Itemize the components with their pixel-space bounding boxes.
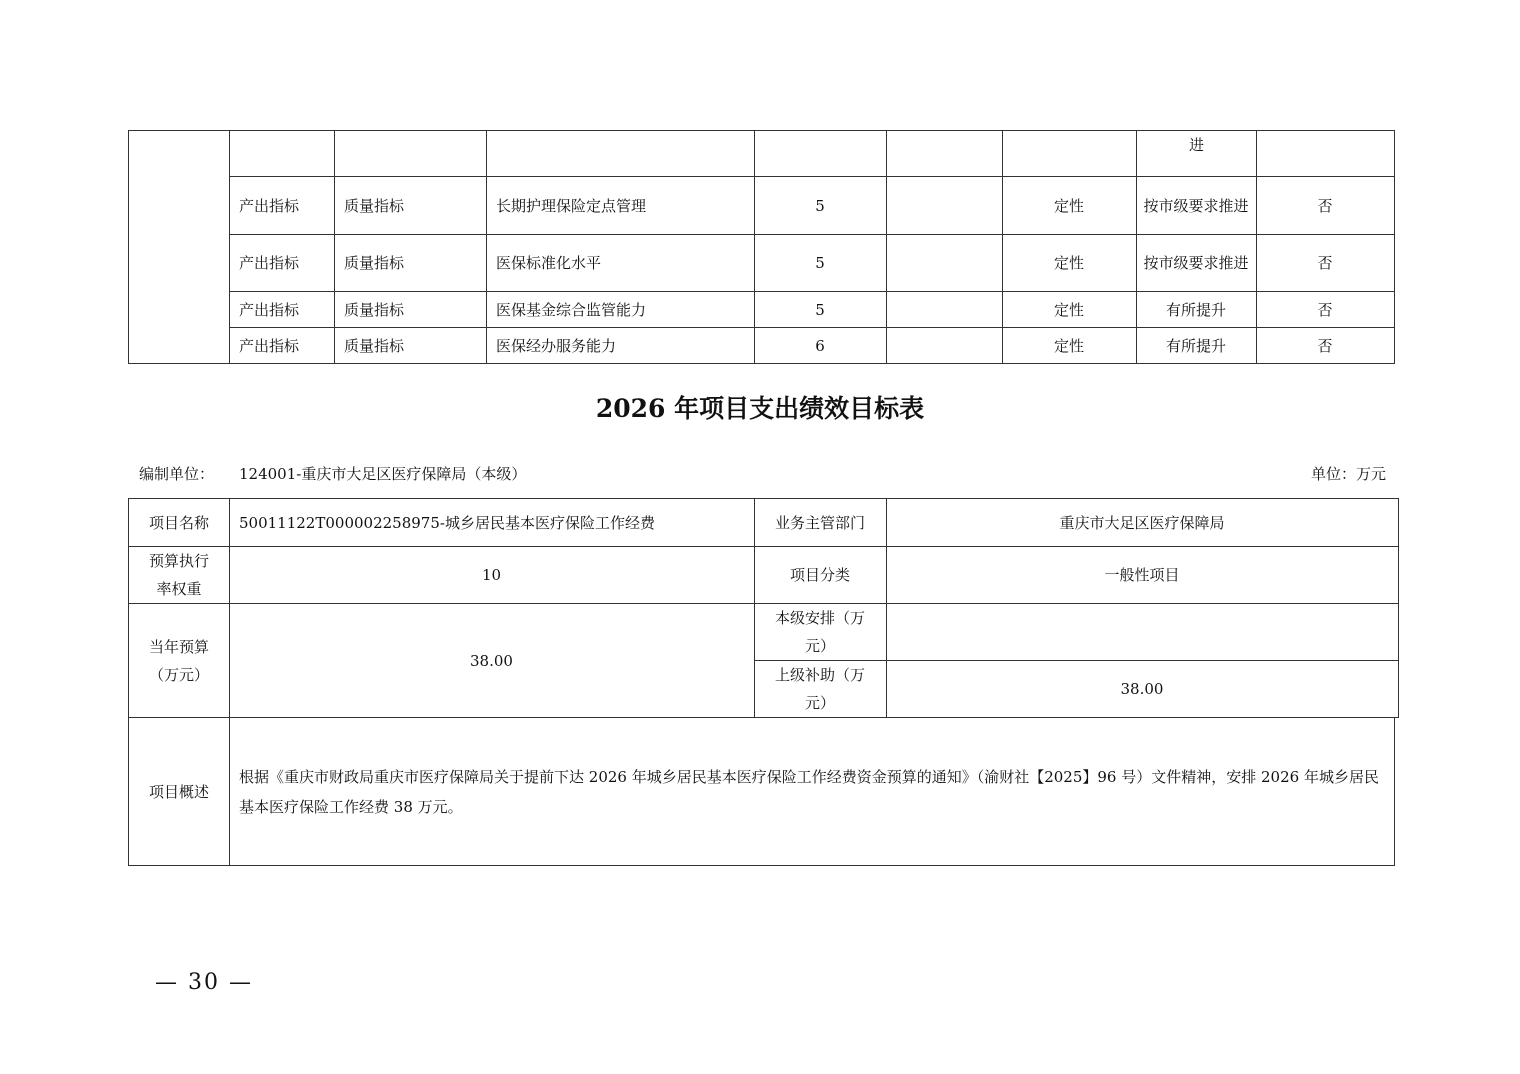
exec-rate-value: 10: [481, 566, 502, 584]
indicator-weight: 6: [815, 336, 825, 355]
indicator-nature: 定性: [1053, 336, 1084, 355]
indicator-target: 按市级要求推进: [1143, 254, 1249, 272]
page-number: — 30 —: [155, 970, 253, 995]
indicator-nature: 定性: [1053, 196, 1084, 215]
overview-text: 根据《重庆市财政局重庆市医疗保障局关于提前下达 2026 年城乡居民基本医疗保险工作经费资金预算的通知》（渝财社【2025】96 号）文件精神，安排 2026 年城乡居民基本医疗保险工作经费 38 万元。: [239, 768, 1379, 816]
indicator-core: 否: [1317, 336, 1333, 355]
indicator-name: 医保经办服务能力: [496, 336, 617, 355]
indicator-nature: 定性: [1053, 254, 1084, 272]
org-label: 编制单位：: [139, 465, 215, 483]
org-value: 124001-重庆市大足区医疗保障局（本级）: [239, 465, 527, 483]
page-title: 2026 年项目支出绩效目标表: [595, 394, 925, 423]
project-name-label: 项目名称: [148, 513, 209, 532]
indicator-level2: 质量指标: [344, 300, 405, 319]
indicator-target: 按市级要求推进: [1143, 196, 1249, 215]
budget-label: 当年预算（万元）: [148, 637, 209, 684]
indicator-name: 长期护理保险定点管理: [496, 196, 647, 215]
overview-label: 项目概述: [148, 782, 209, 801]
indicator-weight: 5: [815, 254, 825, 272]
indicator-target: 有所提升: [1165, 336, 1226, 355]
continuation-target-text: 进: [1188, 136, 1204, 154]
upper-subsidy-value: 38.00: [1120, 680, 1164, 698]
category-label: 项目分类: [789, 566, 850, 584]
unit-label: 单位：万元: [1310, 465, 1386, 483]
local-budget-label: 本级安排（万元）: [774, 609, 865, 655]
indicator-level2: 质量指标: [344, 336, 405, 355]
indicator-name: 医保标准化水平: [496, 254, 602, 272]
indicator-nature: 定性: [1053, 300, 1084, 319]
local-budget-value: [886, 604, 1398, 660]
indicator-name: 医保基金综合监管能力: [496, 300, 647, 319]
indicator-core: 否: [1317, 254, 1333, 272]
indicator-weight: 5: [815, 196, 825, 215]
indicator-level1: 产出指标: [239, 254, 300, 272]
indicator-core: 否: [1317, 300, 1333, 319]
upper-subsidy-label: 上级补助（万元）: [774, 666, 865, 712]
dept-label: 业务主管部门: [774, 513, 865, 532]
indicator-level1: 产出指标: [239, 336, 300, 355]
indicator-weight: 5: [815, 300, 825, 319]
budget-value: 38.00: [470, 651, 513, 670]
indicator-level2: 质量指标: [344, 254, 405, 272]
category-value: 一般性项目: [1104, 566, 1180, 584]
exec-rate-label: 预算执行率权重: [148, 552, 209, 598]
indicator-core: 否: [1317, 196, 1333, 215]
project-name-value: 50011122T000002258975-城乡居民基本医疗保险工作经费: [239, 513, 655, 532]
dept-value: 重庆市大足区医疗保障局: [1059, 513, 1225, 532]
indicator-level2: 质量指标: [344, 196, 405, 215]
indicator-level1: 产出指标: [239, 300, 300, 319]
indicator-level1: 产出指标: [239, 196, 300, 215]
indicator-target: 有所提升: [1165, 300, 1226, 319]
